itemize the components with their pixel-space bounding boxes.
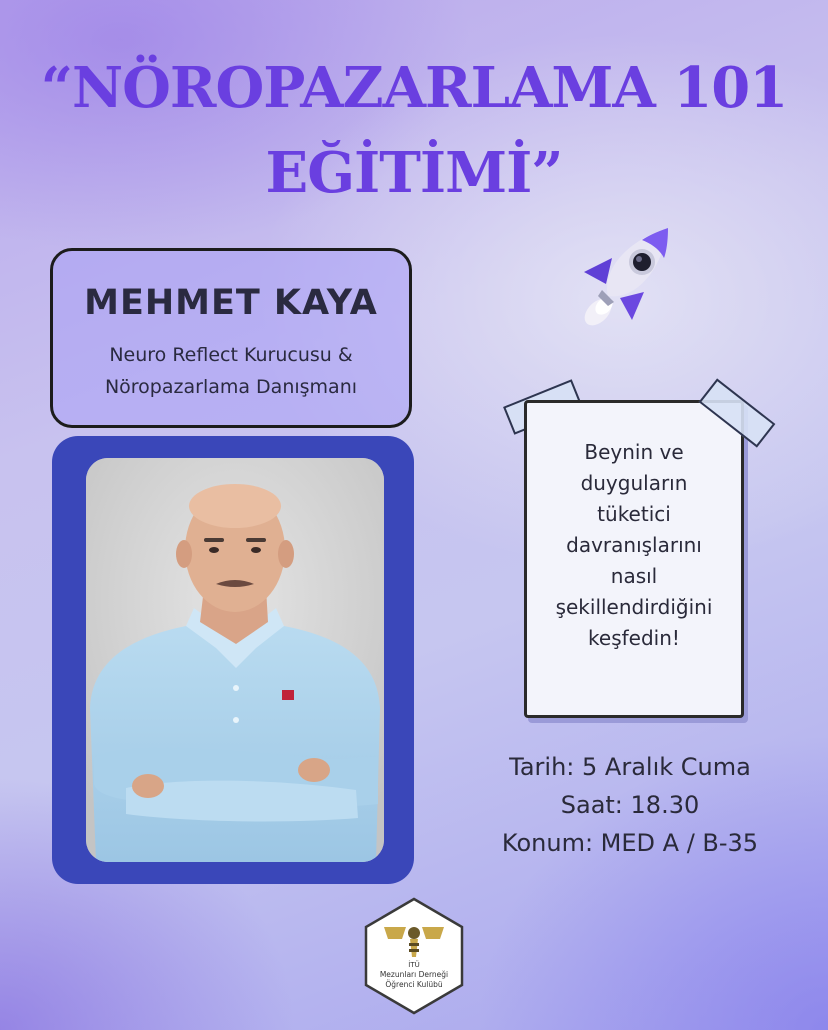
- note-line: Beynin ve: [584, 440, 684, 464]
- logo-line1: Mezunları Derneği: [379, 970, 449, 979]
- note-line: keşfedin!: [588, 626, 680, 650]
- note-line: tüketici: [597, 502, 671, 526]
- note-line: duyguların: [580, 471, 688, 495]
- rocket-icon: [572, 214, 690, 332]
- note-line: şekillendirdiğini: [555, 595, 713, 619]
- event-time: Saat: 18.30: [560, 791, 700, 819]
- speaker-photo: [86, 458, 384, 862]
- logo-abbr: İTÜ: [408, 961, 420, 969]
- speaker-role-line2: Nöropazarlama Danışmanı: [104, 376, 358, 398]
- speaker-name: MEHMET KAYA: [84, 283, 378, 323]
- event-title-line1: “NÖROPAZARLAMA 101: [40, 55, 788, 121]
- note-line: davranışlarını: [566, 533, 702, 557]
- description-note: [524, 400, 744, 718]
- speaker-role-line1: Neuro Reflect Kurucusu &: [109, 344, 353, 366]
- bee-logo-icon: [362, 897, 466, 1015]
- speaker-photo-frame: [52, 436, 414, 884]
- event-location: Konum: MED A / B-35: [501, 829, 759, 857]
- logo-line2: Öğrenci Kulübü: [385, 980, 443, 989]
- note-line: nasıl: [610, 564, 658, 588]
- event-date: Tarih: 5 Aralık Cuma: [509, 753, 751, 781]
- event-title-line2: EĞİTİMİ”: [265, 140, 563, 206]
- speaker-card: [50, 248, 412, 428]
